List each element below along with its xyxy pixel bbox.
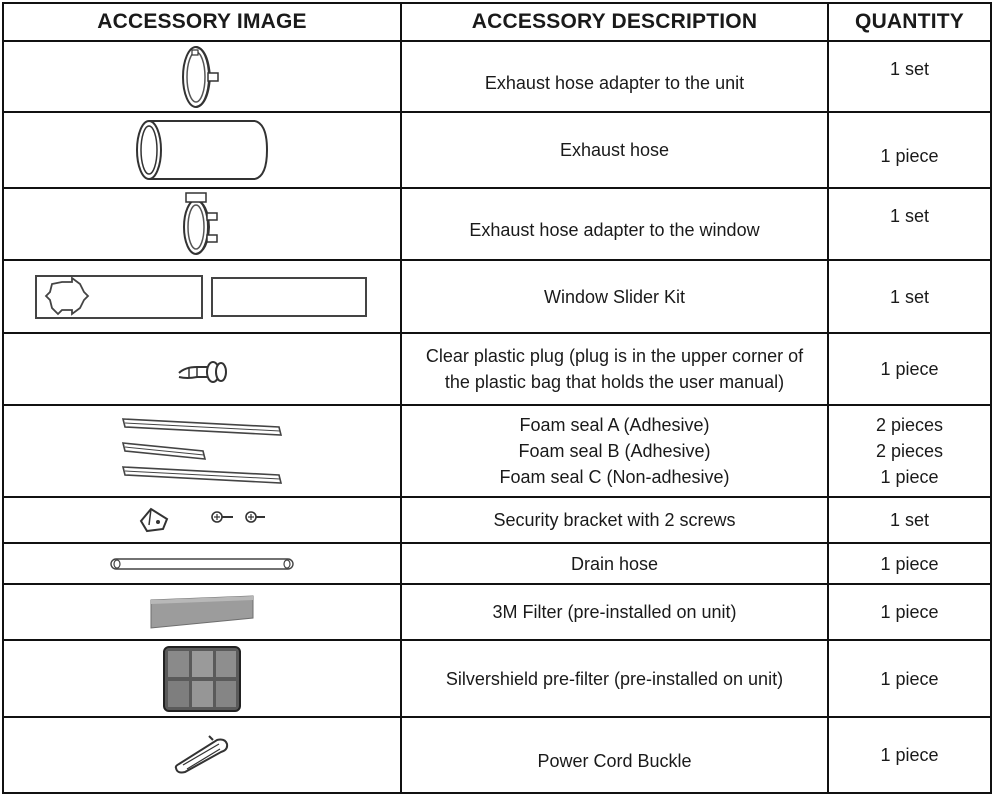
table-row — [3, 405, 991, 497]
accessory-image-cell — [3, 497, 401, 543]
quantity-value: 1 piece — [880, 602, 939, 622]
table-row — [3, 41, 991, 112]
exhaust-hose-adapter-unit-icon — [172, 44, 232, 110]
quantity-value: 1 set — [889, 286, 930, 307]
description-line: Silvershield pre-filter (pre-installed on unit) — [445, 668, 784, 689]
accessory-image-cell — [3, 333, 401, 405]
accessory-description-cell — [401, 112, 828, 188]
header-row — [3, 3, 991, 41]
accessory-description-cell — [401, 640, 828, 717]
description-line: Drain hose — [570, 553, 659, 574]
description-line: Clear plastic plug (plug is in the upper corner of — [425, 346, 804, 366]
accessory-image-cell — [3, 41, 401, 112]
quantity-value: 2 pieces — [875, 441, 944, 461]
quantity-value: 1 piece — [880, 467, 939, 487]
quantity-cell — [828, 543, 991, 584]
quantity-cell — [828, 717, 991, 793]
quantity-value: 1 set — [889, 510, 930, 530]
table-row — [3, 640, 991, 717]
accessory-image-cell — [3, 405, 401, 497]
accessory-image-cell — [3, 717, 401, 793]
accessory-image-cell — [3, 640, 401, 717]
exhaust-hose-adapter-window-icon — [172, 191, 232, 257]
quantity-cell — [828, 260, 991, 333]
quantity-cell — [828, 640, 991, 717]
quantity-value: 1 set — [889, 206, 930, 226]
quantity-cell — [828, 584, 991, 640]
quantity-value: 1 piece — [880, 745, 939, 765]
accessory-description-cell — [401, 188, 828, 260]
exhaust-hose-icon — [135, 118, 269, 182]
description-line: Power Cord Buckle — [537, 751, 692, 771]
clear-plastic-plug-icon — [175, 353, 229, 385]
table-row — [3, 333, 991, 405]
quantity-cell — [828, 41, 991, 112]
accessory-image-cell — [3, 188, 401, 260]
quantity-cell — [828, 405, 991, 497]
accessory-description-cell — [401, 405, 828, 497]
header-accessory-description: ACCESSORY DESCRIPTION — [401, 3, 828, 41]
header-accessory-image: ACCESSORY IMAGE — [3, 3, 401, 41]
accessory-description-cell — [401, 584, 828, 640]
description-line: Foam seal C (Non-adhesive) — [499, 467, 730, 487]
quantity-cell — [828, 112, 991, 188]
table-row — [3, 717, 991, 793]
table-row — [3, 260, 991, 333]
quantity-value: 1 piece — [880, 146, 939, 166]
quantity-cell — [828, 333, 991, 405]
header-quantity: QUANTITY — [828, 3, 991, 41]
table-row — [3, 497, 991, 543]
quantity-value: 1 set — [889, 58, 930, 79]
description-line: Foam seal B (Adhesive) — [518, 441, 711, 461]
foam-seals-icon — [119, 411, 285, 491]
quantity-value: 2 pieces — [875, 415, 944, 435]
accessory-table — [2, 2, 992, 794]
silvershield-prefilter-icon — [162, 645, 242, 713]
table-row — [3, 188, 991, 260]
description-line: Exhaust hose — [559, 140, 670, 160]
description-line: Window Slider Kit — [543, 286, 686, 307]
accessory-description-cell — [401, 717, 828, 793]
quantity-cell — [828, 497, 991, 543]
accessory-image-cell — [3, 112, 401, 188]
quantity-value: 1 piece — [880, 668, 939, 689]
description-line: Exhaust hose adapter to the unit — [484, 72, 745, 93]
accessory-description-cell — [401, 41, 828, 112]
description-line: Security bracket with 2 screws — [493, 510, 736, 530]
table-row — [3, 543, 991, 584]
accessory-description-cell — [401, 333, 828, 405]
description-line: Exhaust hose adapter to the window — [469, 220, 760, 240]
table-row — [3, 112, 991, 188]
description-line: Foam seal A (Adhesive) — [519, 415, 710, 435]
accessory-image-cell — [3, 260, 401, 333]
quantity-value: 1 piece — [880, 359, 939, 379]
accessory-image-cell — [3, 584, 401, 640]
accessory-description-cell — [401, 260, 828, 333]
window-slider-kit-icon — [34, 274, 370, 320]
3m-filter-icon — [149, 594, 255, 630]
quantity-value: 1 piece — [880, 553, 939, 574]
accessory-description-cell — [401, 497, 828, 543]
security-bracket-screws-icon — [137, 505, 267, 535]
accessory-description-cell — [401, 543, 828, 584]
quantity-cell — [828, 188, 991, 260]
drain-hose-icon — [109, 556, 295, 572]
description-line: the plastic bag that holds the user manual) — [444, 372, 785, 392]
table-row — [3, 584, 991, 640]
description-line: 3M Filter (pre-installed on unit) — [492, 602, 737, 622]
power-cord-buckle-icon — [173, 734, 231, 776]
accessory-image-cell — [3, 543, 401, 584]
